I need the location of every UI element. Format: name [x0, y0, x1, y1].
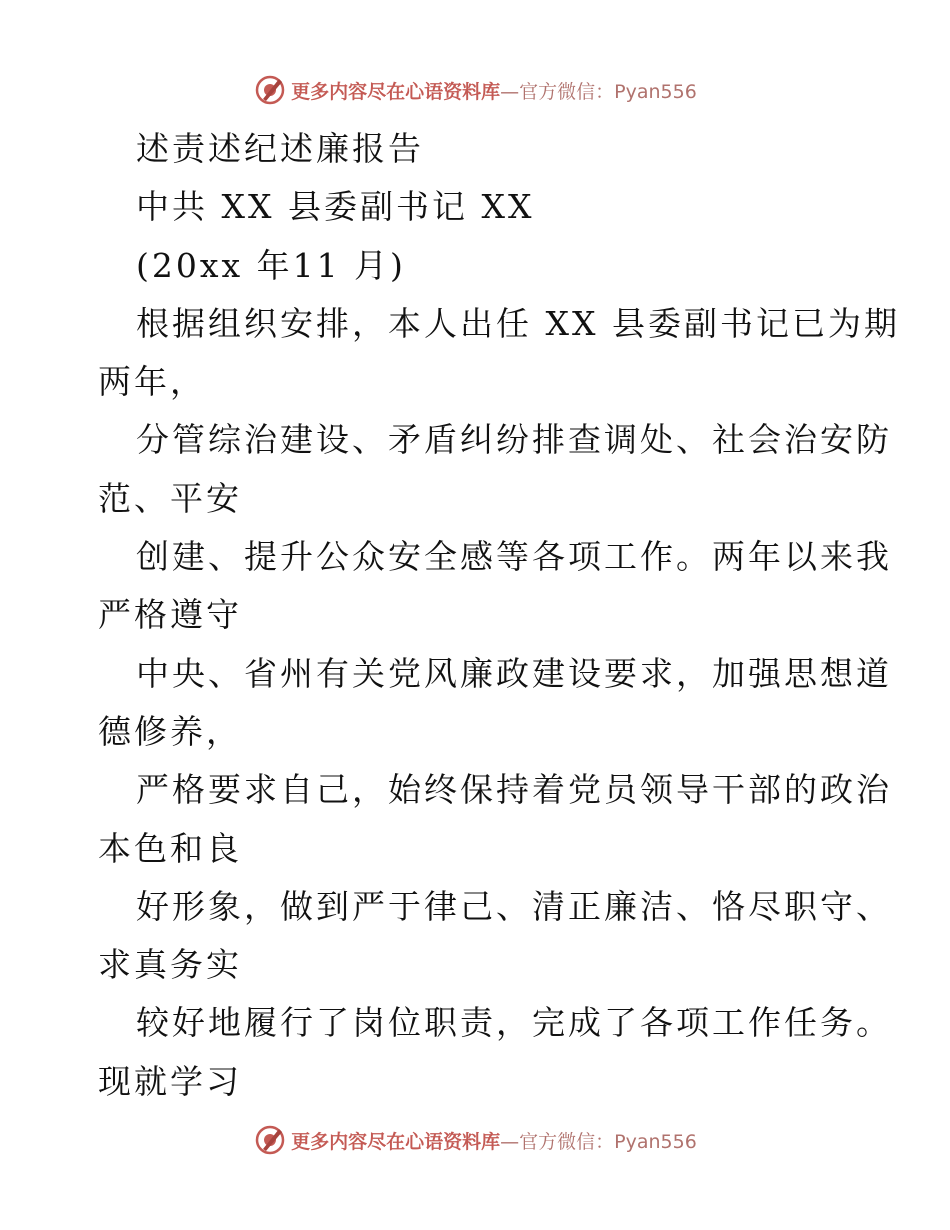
paragraph-line: 分管综治建设、矛盾纠纷排查调处、社会治安防 [136, 420, 892, 460]
paragraph-line: 好形象，做到严于律己、清正廉洁、恪尽职守、 [136, 886, 892, 926]
banner-main-text: 更多内容尽在心语资料库 [291, 1130, 501, 1153]
paragraph-line: 较好地履行了岗位职责，完成了各项工作任务。 [136, 1003, 892, 1043]
doc-title: 述责述纪述廉报告 [136, 129, 424, 168]
paragraph-line: 本色和良 [98, 828, 242, 868]
document-body [98, 120, 900, 1111]
paragraph-line: 两年， [98, 362, 206, 402]
paragraph-line: 根据组织安排，本人出任 XX 县委副书记已为期 [136, 303, 900, 343]
doc-author: 中共 XX 县委副书记 XX [136, 187, 535, 227]
logo-pen-icon [253, 1123, 287, 1157]
footer-banner [0, 1120, 950, 1160]
paragraph-line: 德修养， [98, 711, 242, 751]
paragraph-line: 范、平安 [98, 478, 242, 518]
banner-sub-text: —官方微信：Pyan556 [500, 1130, 697, 1153]
paragraph-line: 求真务实 [98, 945, 242, 985]
banner-sub-text: —官方微信：Pyan556 [500, 80, 697, 103]
header-banner [0, 70, 950, 110]
paragraph-line: 创建、提升公众安全感等各项工作。两年以来我 [136, 537, 892, 577]
logo-pen-icon [253, 73, 287, 107]
paragraph-line: 严格遵守 [98, 595, 242, 635]
paragraph-line: 中央、省州有关党风廉政建设要求，加强思想道 [136, 653, 892, 693]
paragraph-line: 严格要求自己，始终保持着党员领导干部的政治 [136, 770, 892, 810]
banner-main-text: 更多内容尽在心语资料库 [291, 80, 501, 103]
paragraph-line: 现就学习 [98, 1061, 242, 1101]
doc-date: (20xx 年11 月) [136, 245, 406, 285]
